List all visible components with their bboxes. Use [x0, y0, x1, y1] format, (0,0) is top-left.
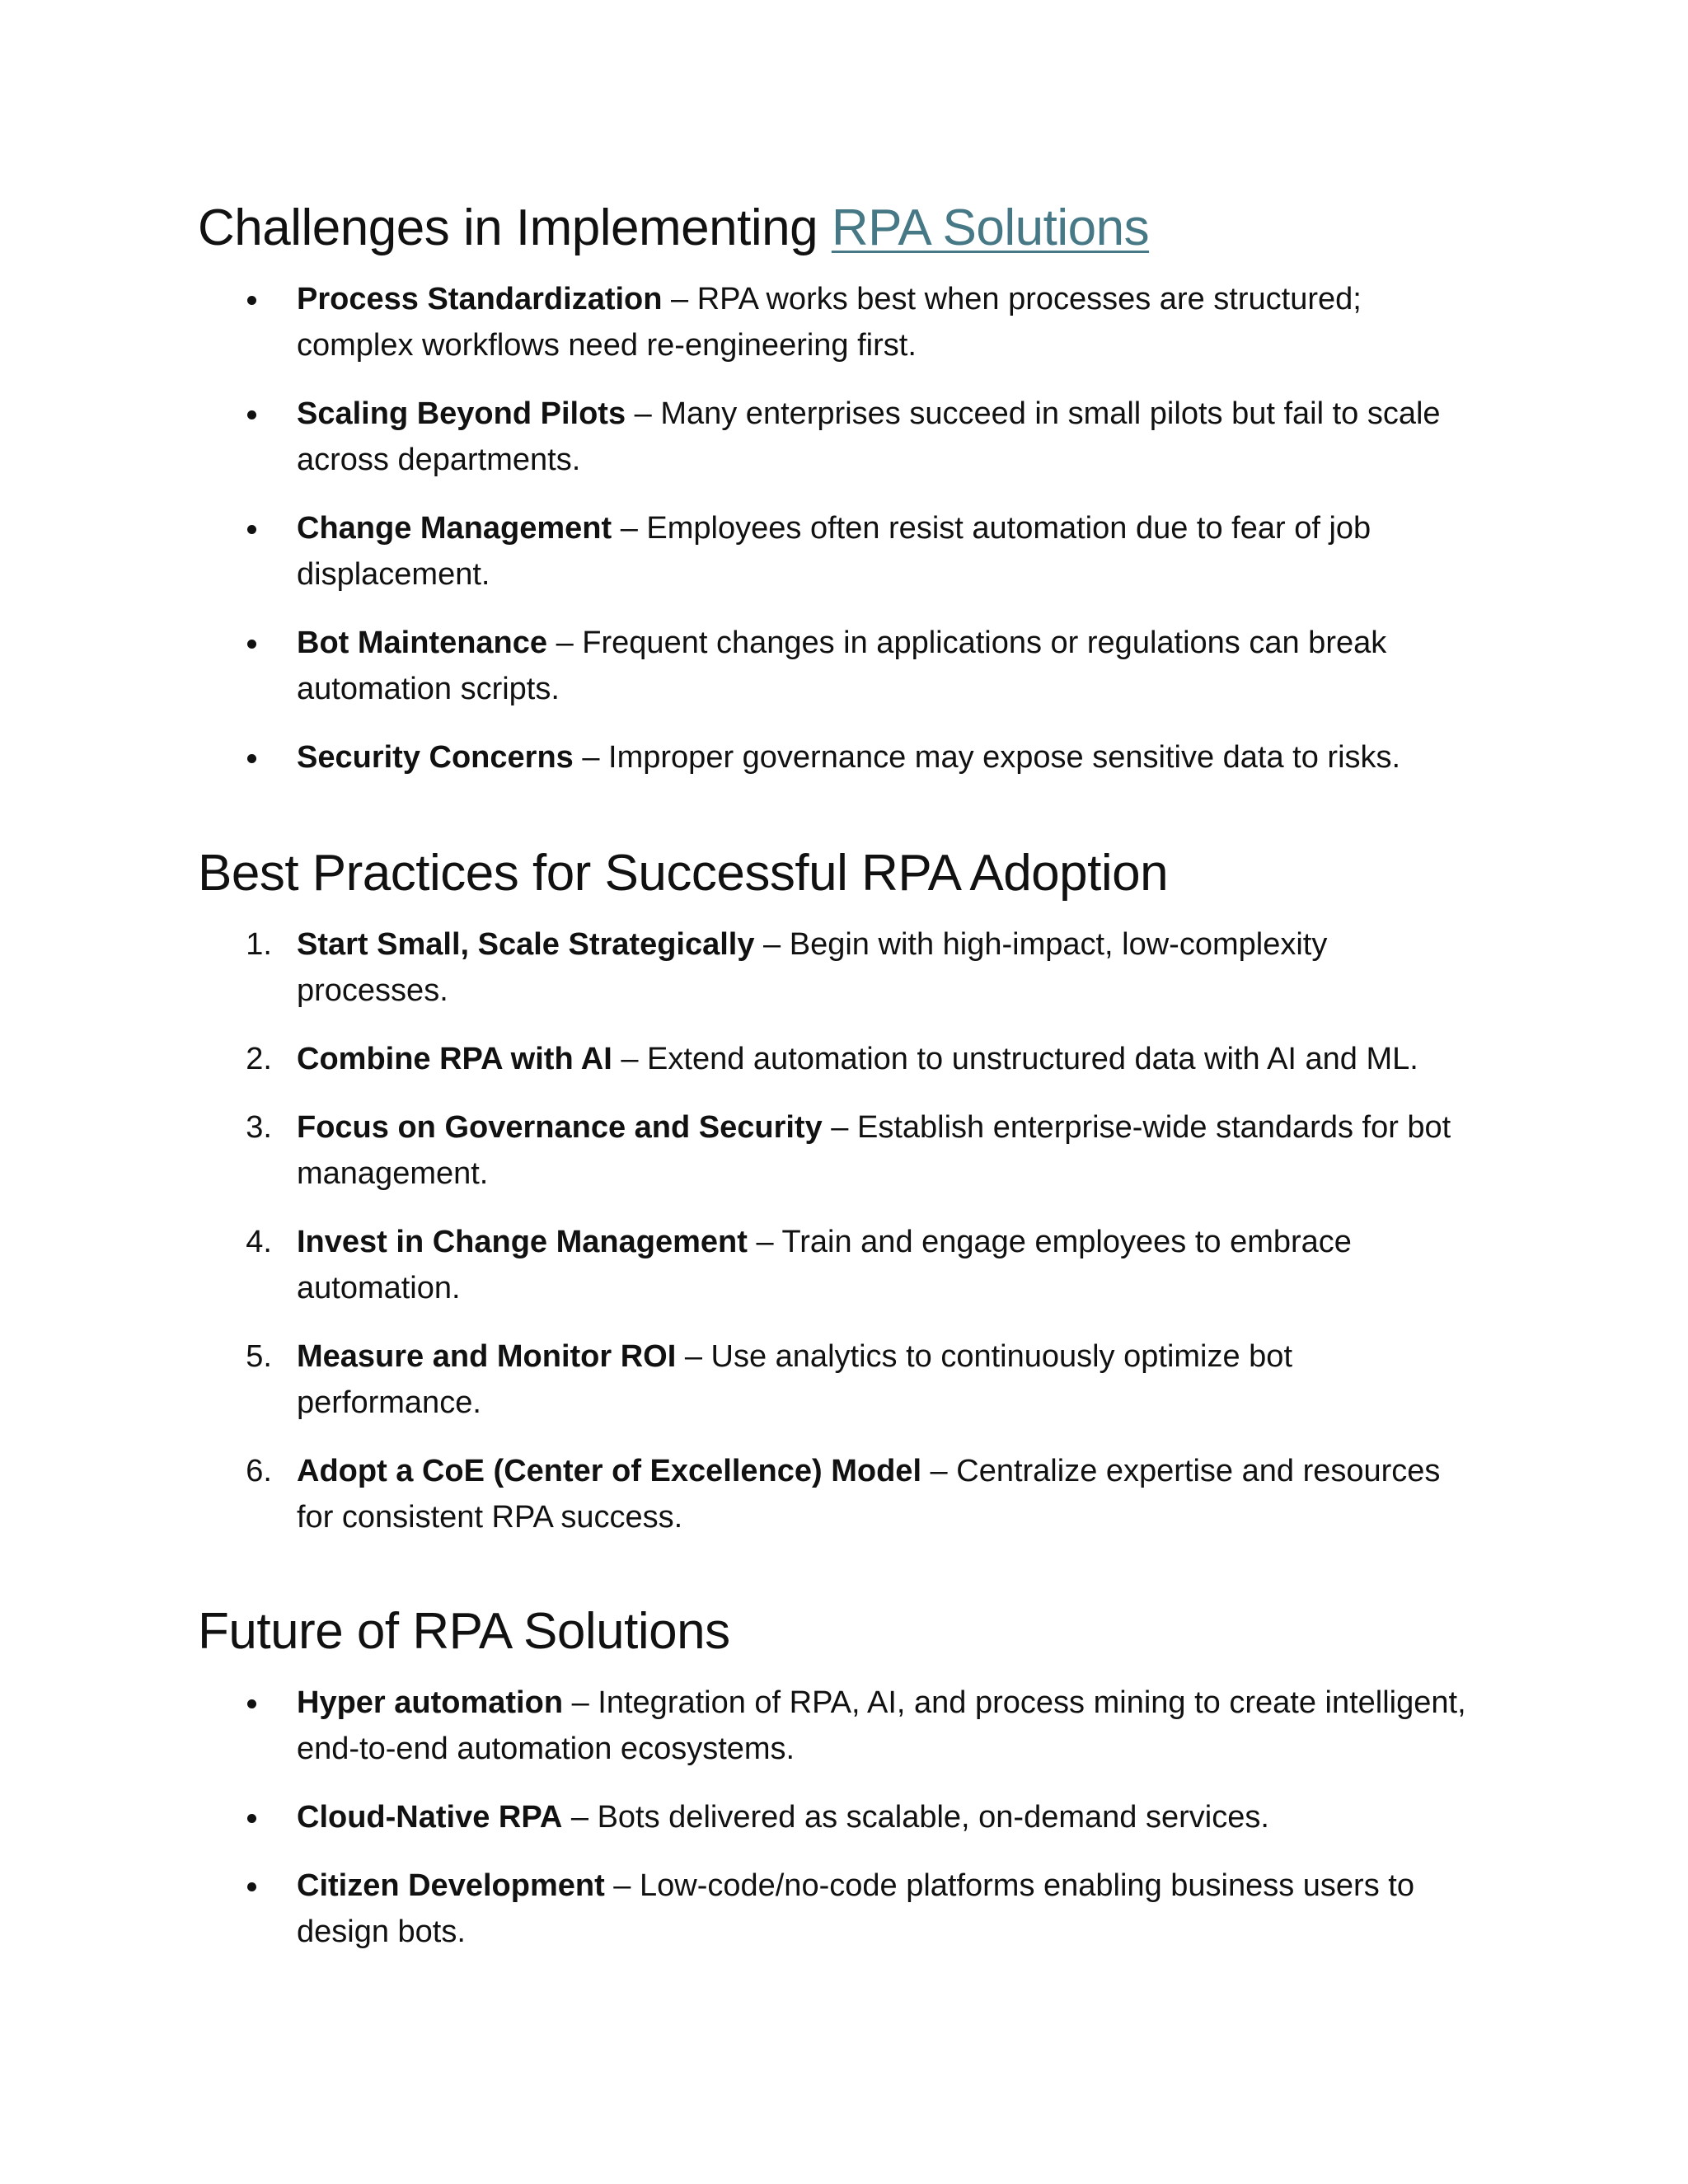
item-term: Scaling Beyond Pilots	[297, 396, 626, 431]
challenges-list	[198, 276, 1517, 780]
item-description: – Establish enterprise-wide standards for bot management.	[297, 1110, 1451, 1191]
bullet-icon	[247, 410, 256, 419]
item-number: 1.	[246, 927, 272, 962]
item-number: 4.	[246, 1225, 272, 1259]
item-description: – Employees often resist automation due to fear of job displacement.	[297, 511, 1372, 592]
list-item	[198, 1219, 1484, 1311]
section-heading: Future of RPA Solutions	[198, 1603, 730, 1660]
list-item	[198, 276, 1484, 368]
item-description: – Low-code/no-code platforms enabling business users to design bots.	[297, 1868, 1414, 1949]
item-description: – RPA works best when processes are structured; complex workflows need re-engineering first.	[297, 282, 1362, 363]
item-term: Citizen Development	[297, 1868, 605, 1903]
item-term: Measure and Monitor ROI	[297, 1339, 677, 1374]
item-number: 5.	[246, 1339, 272, 1374]
item-term: Cloud-Native RPA	[297, 1800, 563, 1835]
item-term: Bot Maintenance	[297, 626, 548, 660]
heading-text: Challenges in Implementing	[198, 199, 832, 256]
item-description: – Begin with high-impact, low-complexity processes.	[297, 927, 1328, 1008]
list-item	[198, 1680, 1484, 1772]
rpa-solutions-link[interactable]: RPA Solutions	[831, 199, 1150, 256]
item-description: – Use analytics to continuously optimize bot performance.	[297, 1339, 1292, 1420]
item-description: – Integration of RPA, AI, and process mining to create intelligent, end-to-end automation ecosystems.	[297, 1685, 1466, 1766]
section-best-practices	[198, 841, 1517, 1540]
list-item	[198, 1448, 1484, 1540]
item-term: Focus on Governance and Security	[297, 1110, 823, 1145]
bullet-icon	[247, 754, 256, 763]
item-term: Process Standardization	[297, 282, 663, 316]
bullet-icon	[247, 296, 256, 305]
list-item	[198, 505, 1484, 598]
item-number: 2.	[246, 1042, 272, 1076]
section-heading	[198, 195, 1517, 261]
section-future	[198, 1599, 1517, 1955]
list-item	[198, 1333, 1484, 1426]
bullet-icon	[247, 1699, 256, 1708]
item-term: Change Management	[297, 511, 612, 546]
bullet-icon	[247, 1814, 256, 1823]
item-term: Invest in Change Management	[297, 1225, 748, 1259]
best-practices-list	[198, 921, 1517, 1540]
list-item	[198, 1794, 1484, 1840]
item-term: Combine RPA with AI	[297, 1042, 612, 1076]
item-description: – Train and engage employees to embrace automation.	[297, 1225, 1352, 1305]
list-item	[198, 1036, 1484, 1082]
item-number: 3.	[246, 1110, 272, 1145]
bullet-icon	[247, 1882, 256, 1891]
item-description: – Many enterprises succeed in small pilots but fail to scale across departments.	[297, 396, 1441, 477]
future-list	[198, 1680, 1517, 1955]
item-term: Hyper automation	[297, 1685, 564, 1720]
list-item	[198, 620, 1484, 712]
item-term: Start Small, Scale Strategically	[297, 927, 755, 962]
section-challenges	[198, 195, 1517, 780]
list-item	[198, 734, 1484, 780]
list-item	[198, 921, 1484, 1014]
item-term: Adopt a CoE (Center of Excellence) Model	[297, 1454, 921, 1488]
list-item	[198, 1863, 1484, 1955]
bullet-icon	[247, 640, 256, 649]
item-description: – Frequent changes in applications or regulations can break automation scripts.	[297, 626, 1387, 706]
item-description: – Bots delivered as scalable, on-demand services.	[562, 1800, 1269, 1835]
item-description: – Centralize expertise and resources for consistent RPA success.	[297, 1454, 1441, 1535]
item-term: Security Concerns	[297, 740, 574, 775]
list-item	[198, 1104, 1484, 1197]
item-number: 6.	[246, 1454, 272, 1488]
section-heading: Best Practices for Successful RPA Adoption	[198, 845, 1169, 902]
item-description: – Extend automation to unstructured data with AI and ML.	[612, 1042, 1418, 1076]
bullet-icon	[247, 525, 256, 534]
item-description: – Improper governance may expose sensitive data to risks.	[573, 740, 1401, 775]
list-item	[198, 391, 1484, 483]
